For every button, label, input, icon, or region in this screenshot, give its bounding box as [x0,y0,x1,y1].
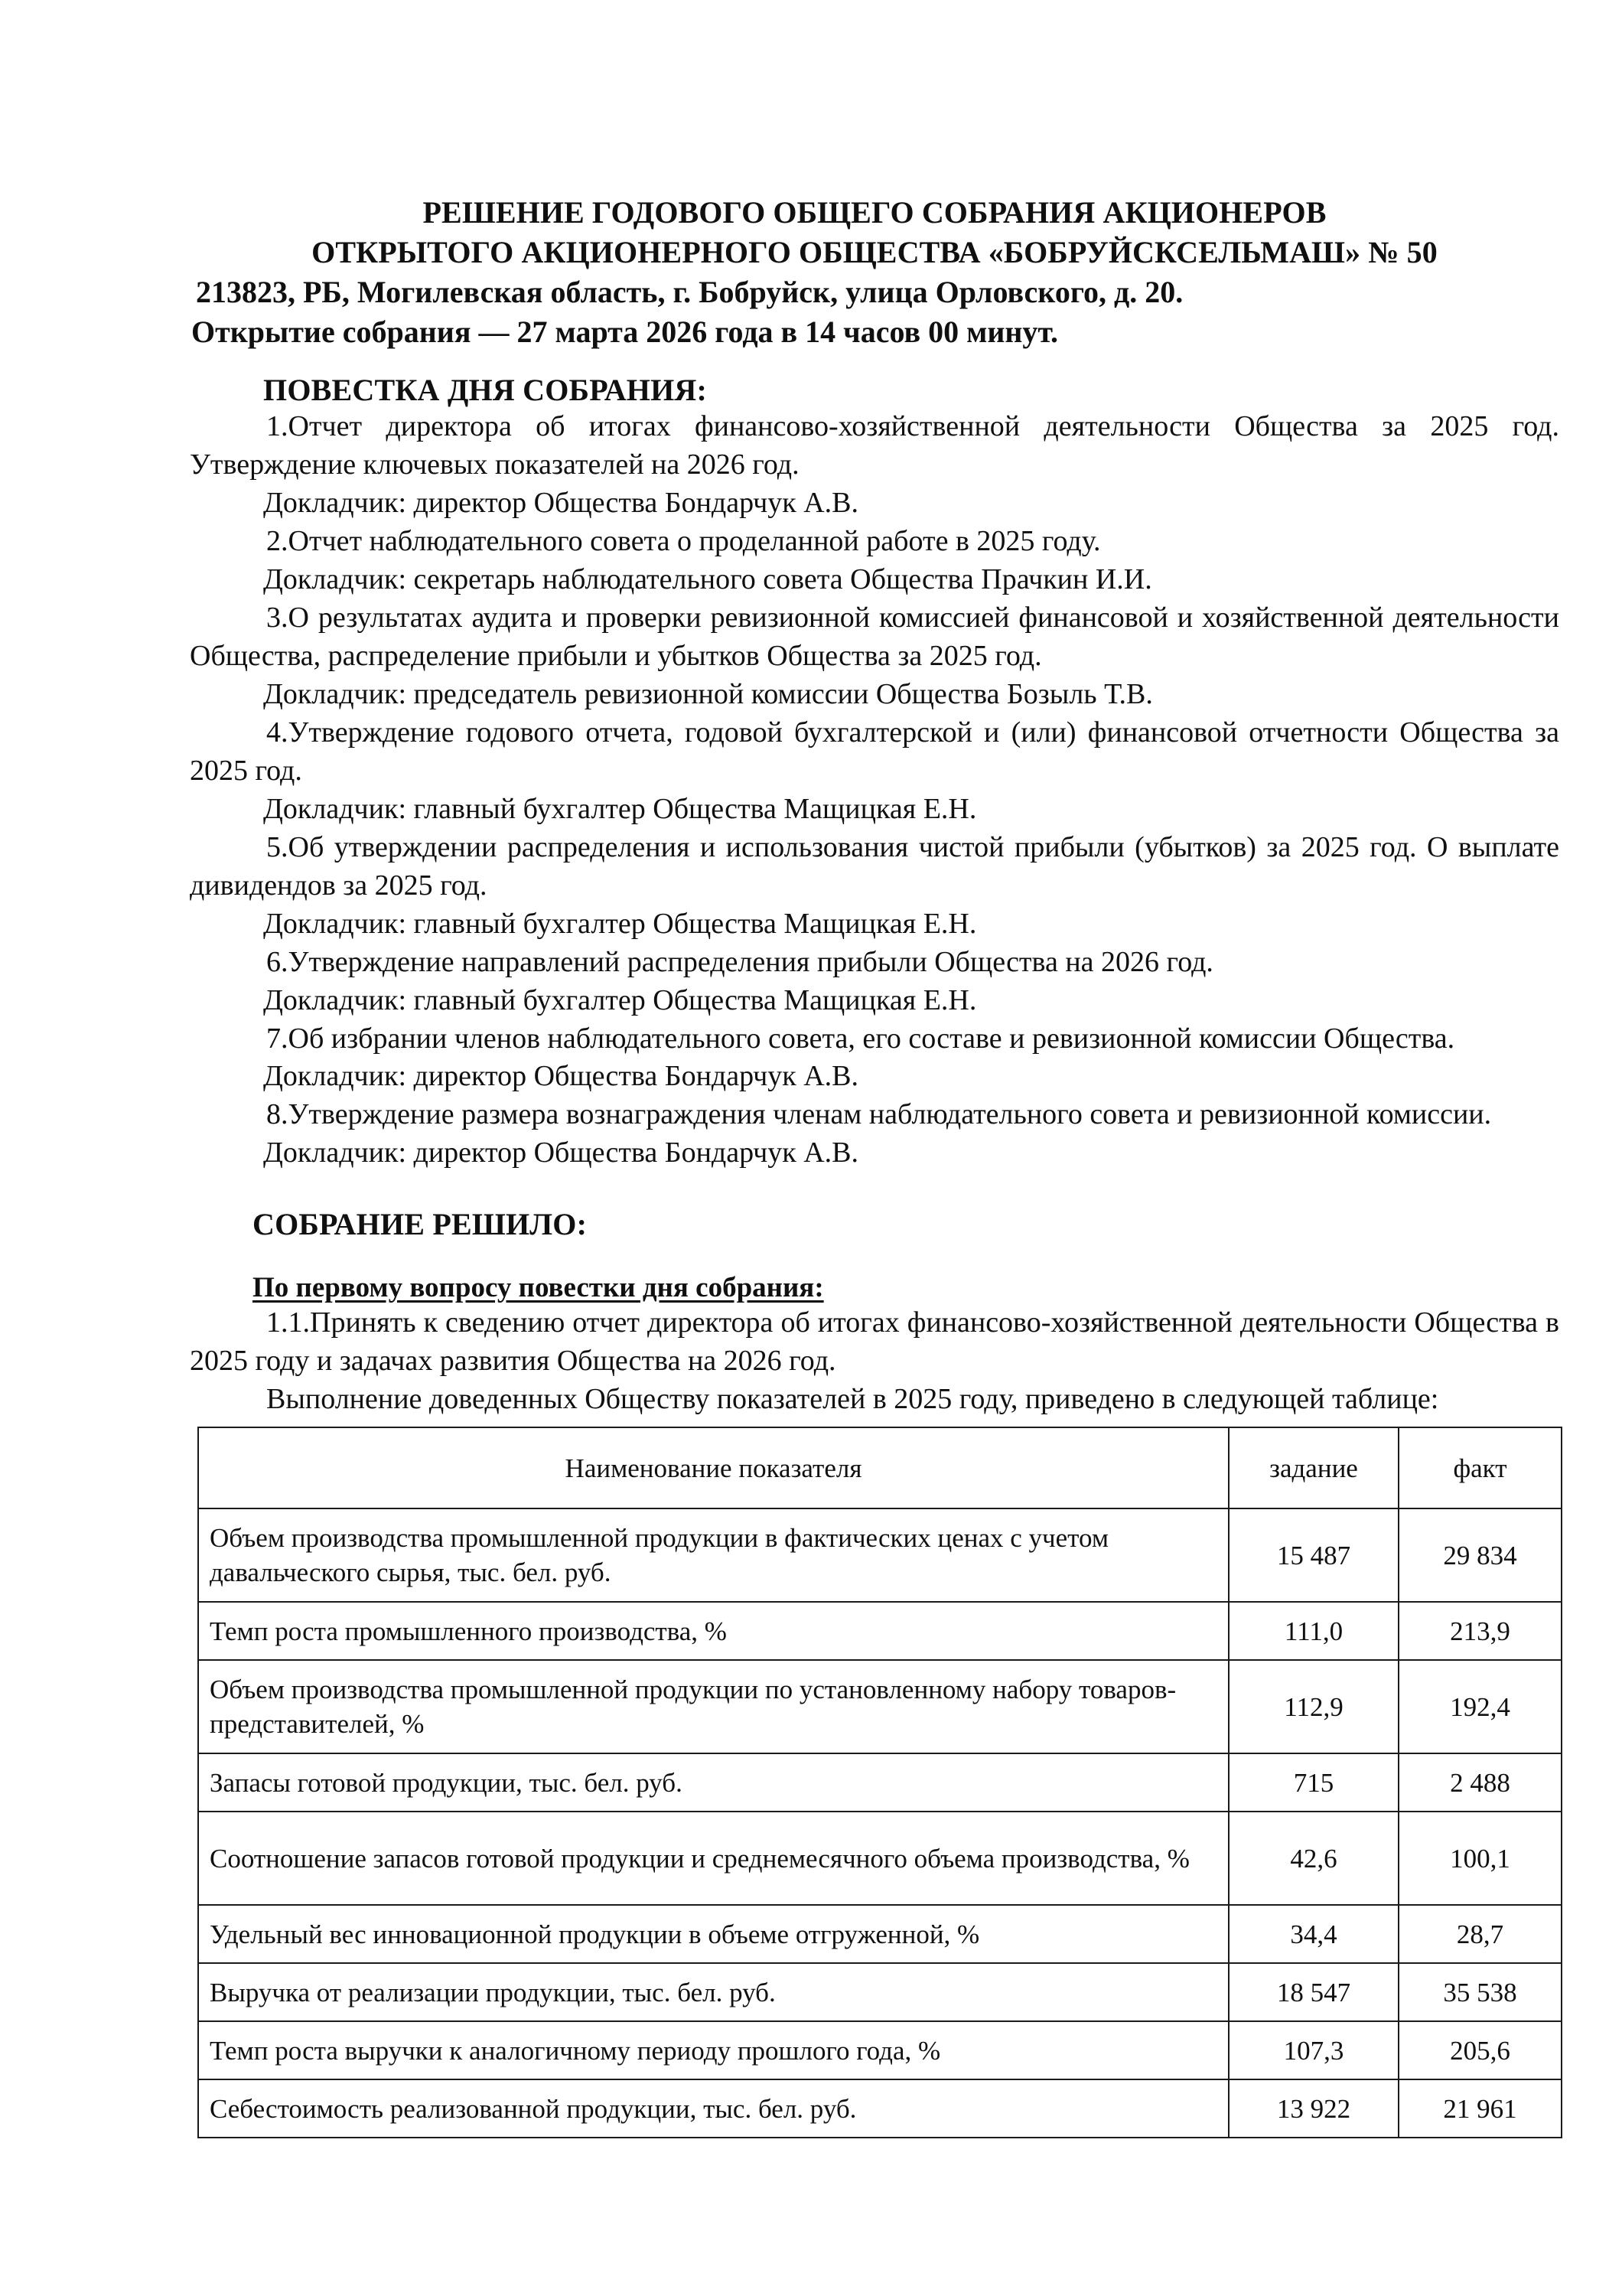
agenda-item-6: 6.Утверждение направлений распределения прибыли Общества на 2026 год. [266,945,1213,978]
kpi-row-fact: 2 488 [1399,1753,1562,1812]
kpi-row-fact: 100,1 [1399,1812,1562,1905]
table-row [198,2021,1562,2079]
document-body [190,0,1559,2138]
kpi-row-plan: 13 922 [1229,2079,1399,2138]
kpi-row-plan: 111,0 [1229,1602,1399,1660]
agenda-item-7: 7.Об избрании членов наблюдательного совета, его составе и ревизионной комиссии Общества. [266,1022,1455,1055]
kpi-header-fact: факт [1399,1427,1562,1508]
kpi-row-fact: 35 538 [1399,1963,1562,2021]
kpi-row-name: Соотношение запасов готовой продукции и среднемесячного объема производства, % [198,1812,1229,1905]
agenda-item-3-speaker: Докладчик: председатель ревизионной комиссии Общества Бозыль Т.В. [263,677,1153,710]
kpi-row-fact: 205,6 [1399,2021,1562,2079]
kpi-table-body [198,1508,1562,2138]
kpi-row-fact: 192,4 [1399,1660,1562,1753]
table-row [198,1660,1562,1753]
title-line-2: ОТКРЫТОГО АКЦИОНЕРНОГО ОБЩЕСТВА «БОБРУЙСКСЕЛЬМАШ» № 50 [311,235,1438,269]
kpi-table-intro: Выполнение доведенных Обществу показателей в 2025 году, приведено в следующей таблице: [266,1383,1439,1416]
kpi-row-name: Запасы готовой продукции, тыс. бел. руб. [198,1753,1229,1812]
kpi-row-name: Темп роста выручки к аналогичному периоду прошлого года, % [198,2021,1229,2079]
resolution-subheading: По первому вопросу повестки дня собрания: [252,1272,824,1304]
document-title [190,0,1559,272]
agenda-item-5: 5.Об утверждении распределения и использования чистой прибыли (убытков) за 2025 год. О выплате дивидендов за 2025 год. [190,830,1559,902]
agenda-item-4: 4.Утверждение годового отчета, годовой бухгалтерской и (или) финансовой отчетности Общества за 2025 год. [190,716,1559,787]
kpi-row-name: Объем производства промышленной продукции в фактических ценах с учетом давальческого сырья, тыс. бел. руб. [198,1508,1229,1602]
kpi-row-fact: 29 834 [1399,1508,1562,1602]
kpi-table-head [198,1427,1562,1508]
kpi-row-fact: 28,7 [1399,1905,1562,1963]
resolution-item-1-1: 1.1.Принять к сведению отчет директора об итогах финансово-хозяйственной деятельности Общества в 2025 году и задачах развития Общества на 2026 год. [190,1306,1559,1378]
kpi-row-plan: 107,3 [1229,2021,1399,2079]
table-row [198,1753,1562,1812]
agenda-item-4-speaker: Докладчик: главный бухгалтер Общества Мащицкая Е.Н. [263,792,977,825]
agenda-item-5-speaker: Докладчик: главный бухгалтер Общества Мащицкая Е.Н. [263,907,977,940]
agenda-item-8-speaker: Докладчик: директор Общества Бондарчук А.В. [263,1137,859,1169]
kpi-row-plan: 18 547 [1229,1963,1399,2021]
kpi-row-name: Выручка от реализации продукции, тыс. бел. руб. [198,1963,1229,2021]
agenda-item-1-speaker: Докладчик: директор Общества Бондарчук А.В. [263,486,859,519]
kpi-row-plan: 42,6 [1229,1812,1399,1905]
meeting-opening-time: Открытие собрания — 27 марта 2026 года в 14 часов 00 минут. [191,315,1059,349]
table-row [198,1905,1562,1963]
kpi-row-name: Темп роста промышленного производства, % [198,1602,1229,1660]
agenda-item-2-speaker: Докладчик: секретарь наблюдательного совета Общества Прачкин И.И. [263,563,1152,595]
kpi-row-name: Объем производства промышленной продукции по установленному набору товаров-представителей, % [198,1660,1229,1753]
kpi-row-plan: 15 487 [1229,1508,1399,1602]
agenda-item-8: 8.Утверждение размера вознаграждения членам наблюдательного совета и ревизионной комиссии. [266,1098,1492,1131]
kpi-row-plan: 34,4 [1229,1905,1399,1963]
kpi-row-name: Себестоимость реализованной продукции, тыс. бел. руб. [198,2079,1229,2138]
agenda-item-3: 3.О результатах аудита и проверки ревизионной комиссией финансовой и хозяйственной деятельности Общества, распределение прибыли и убытков Общества за 2025 год. [190,601,1559,672]
agenda-item-6-speaker: Докладчик: главный бухгалтер Общества Мащицкая Е.Н. [263,983,977,1016]
table-row [198,1812,1562,1905]
resolution-heading: СОБРАНИЕ РЕШИЛО: [252,1207,588,1242]
kpi-row-fact: 213,9 [1399,1602,1562,1660]
kpi-header-row [198,1427,1562,1508]
table-row [198,1963,1562,2021]
kpi-table [197,1427,1562,2138]
kpi-row-plan: 715 [1229,1753,1399,1812]
company-address: 213823, РБ, Могилевская область, г. Бобруйск, улица Орловского, д. 20. [196,275,1184,309]
kpi-row-name: Удельный вес инновационной продукции в объеме отгруженной, % [198,1905,1229,1963]
agenda-item-7-speaker: Докладчик: директор Общества Бондарчук А.В. [263,1060,859,1093]
kpi-table-wrapper [197,1427,1561,2138]
table-row [198,1508,1562,1602]
kpi-row-fact: 21 961 [1399,2079,1562,2138]
table-row [198,2079,1562,2138]
agenda-heading: ПОВЕСТКА ДНЯ СОБРАНИЯ: [263,373,708,407]
title-line-1: РЕШЕНИЕ ГОДОВОГО ОБЩЕГО СОБРАНИЯ АКЦИОНЕРОВ [422,195,1327,230]
table-row [198,1602,1562,1660]
kpi-header-indicator: Наименование показателя [198,1427,1229,1508]
kpi-header-plan: задание [1229,1427,1399,1508]
agenda-item-2: 2.Отчет наблюдательного совета о проделанной работе в 2025 году. [266,524,1101,557]
kpi-row-plan: 112,9 [1229,1660,1399,1753]
agenda-item-1: 1.Отчет директора об итогах финансово-хозяйственной деятельности Общества за 2025 год. Утверждение ключевых показателей на 2026 год. [190,410,1559,481]
